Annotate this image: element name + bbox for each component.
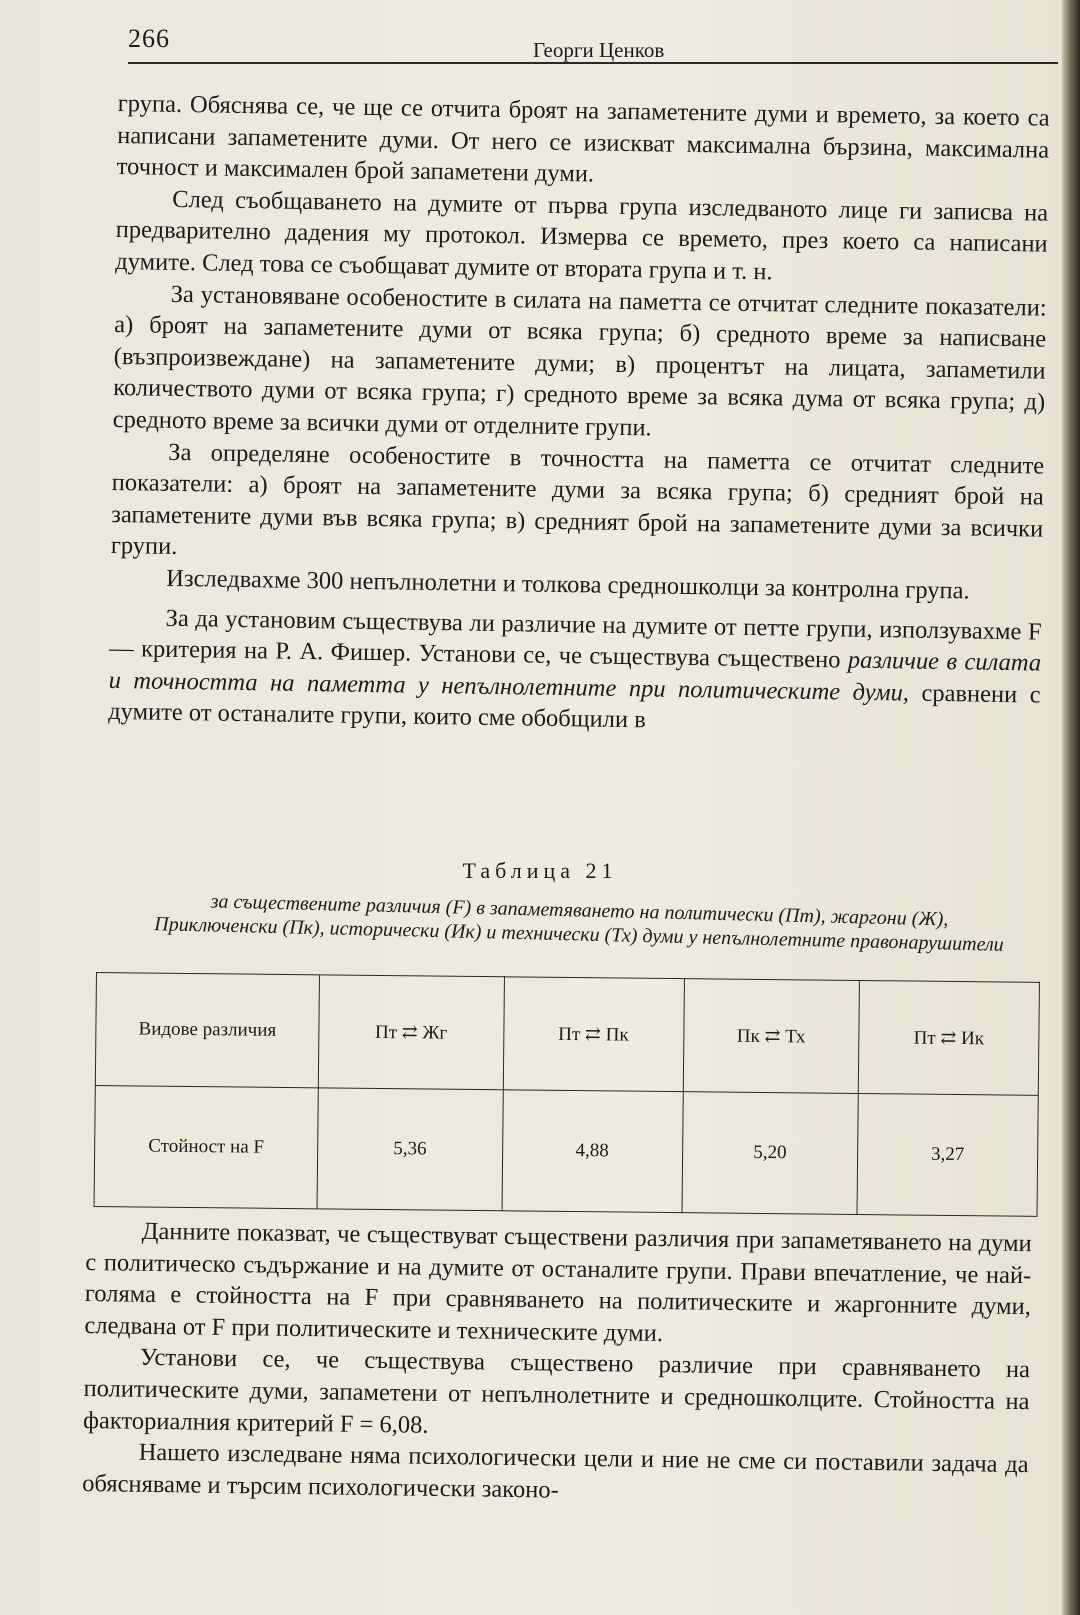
table-cell: 5,20 bbox=[682, 1092, 859, 1215]
paragraph: Изследвахме 300 непълнолетни и толкова средношколци за контролна група. bbox=[166, 564, 970, 605]
table-title: Таблица 21 bbox=[462, 858, 618, 883]
row-header-cell: Стойност на F bbox=[94, 1085, 318, 1208]
paragraph: Установи се, че съществува съществено различие при сравняването на политическите думи, запаметени от непълнолетните и средношколците. Стойността на факториалния критерий F = 6,08. bbox=[82, 1344, 1031, 1439]
page-number: 266 bbox=[128, 24, 170, 53]
main-text bbox=[108, 88, 1050, 742]
table-cell: 5,36 bbox=[317, 1088, 503, 1211]
table-cell: 3,27 bbox=[857, 1093, 1038, 1216]
column-header: Пк ⇄ Тх bbox=[683, 979, 860, 1094]
emphasized-text: различие в силата и точността на паметта у непълнолетните при политическите думи, bbox=[108, 646, 1042, 707]
results-table bbox=[94, 972, 1040, 1217]
row-header-cell: Видове различия bbox=[95, 973, 319, 1088]
paragraph: Данните показват, че съществуват съществени различия при запаметяването на думи с политическо съдържание и на думите от останалите групи. Прави впечатление, че най-голяма е стойността на F при сравняването на политическите и жаргонните думи, следвана от F при политическите и техническите думи. bbox=[84, 1217, 1032, 1347]
running-head: Георги Ценков bbox=[533, 38, 665, 62]
book-spine-edge bbox=[1062, 0, 1080, 1615]
column-header: Пт ⇄ Жг bbox=[318, 975, 504, 1090]
column-header: Пт ⇄ Ик bbox=[858, 980, 1039, 1095]
column-header: Пт ⇄ Пк bbox=[503, 977, 684, 1092]
paragraph: Нашето изследване няма психологически цели и ние не сме си поставили задача да обясняваме и търсим психологически законо- bbox=[82, 1438, 1029, 1504]
paragraph bbox=[108, 601, 1042, 742]
paragraph: За определяне особеностите в точността на паметта се отчитат следните показатели: а) броят на запаметените думи за всяка група; б) средният брой на запаметените думи във всяка група; в) средният брой на запаметените думи за всички групи. bbox=[110, 438, 1045, 561]
paragraph: За установяване особеностите в силата на паметта се отчитат следните показатели: а) броят на запаметените думи от всяка група; б) средното време за написване (възпроизвеждане) на запаметените думи; в) процентът на лицата, запаметили количеството думи от всяка група; г) средното време за всяка дума от всяка група; д) средното време за всички думи от отделните групи. bbox=[112, 280, 1047, 442]
paragraph-text: сравнени с думите от останалите групи, които сме обобщили в bbox=[107, 679, 1041, 734]
page-header bbox=[128, 24, 1058, 68]
header-rule bbox=[128, 62, 1058, 64]
table-cell: 4,88 bbox=[502, 1090, 683, 1213]
table-caption: за съществените различия (F) в запаметяването на политически (Пт), жаргони (Ж), Приключенски (Пк), исторически (Ик) и технически (Тх) думи у непълнолетните правонарушители bbox=[154, 890, 1004, 956]
table-row bbox=[94, 1085, 1038, 1216]
paragraph-text: За да установим съществува ли различие на думите от петте групи, използувахме F — критерия на Р. А. Фишер. Установи се, че съществува съществено bbox=[108, 604, 1042, 674]
closing-text bbox=[82, 1215, 1032, 1513]
paragraph: група. Обяснява се, че ще се отчита броят на запаметените думи и времето, за което са написани запаметените думи. От него се изискват максимална бързина, максимална точност и максимален брой запаметени думи. bbox=[116, 89, 1050, 188]
table-header-row bbox=[95, 973, 1039, 1096]
paragraph: След съобщаването на думите от първа група изследваното лице ги записва на предварително дадения му протокол. Измерва се времето, през което са написани думите. След това се съобщават думите от втората група и т. н. bbox=[115, 185, 1049, 286]
